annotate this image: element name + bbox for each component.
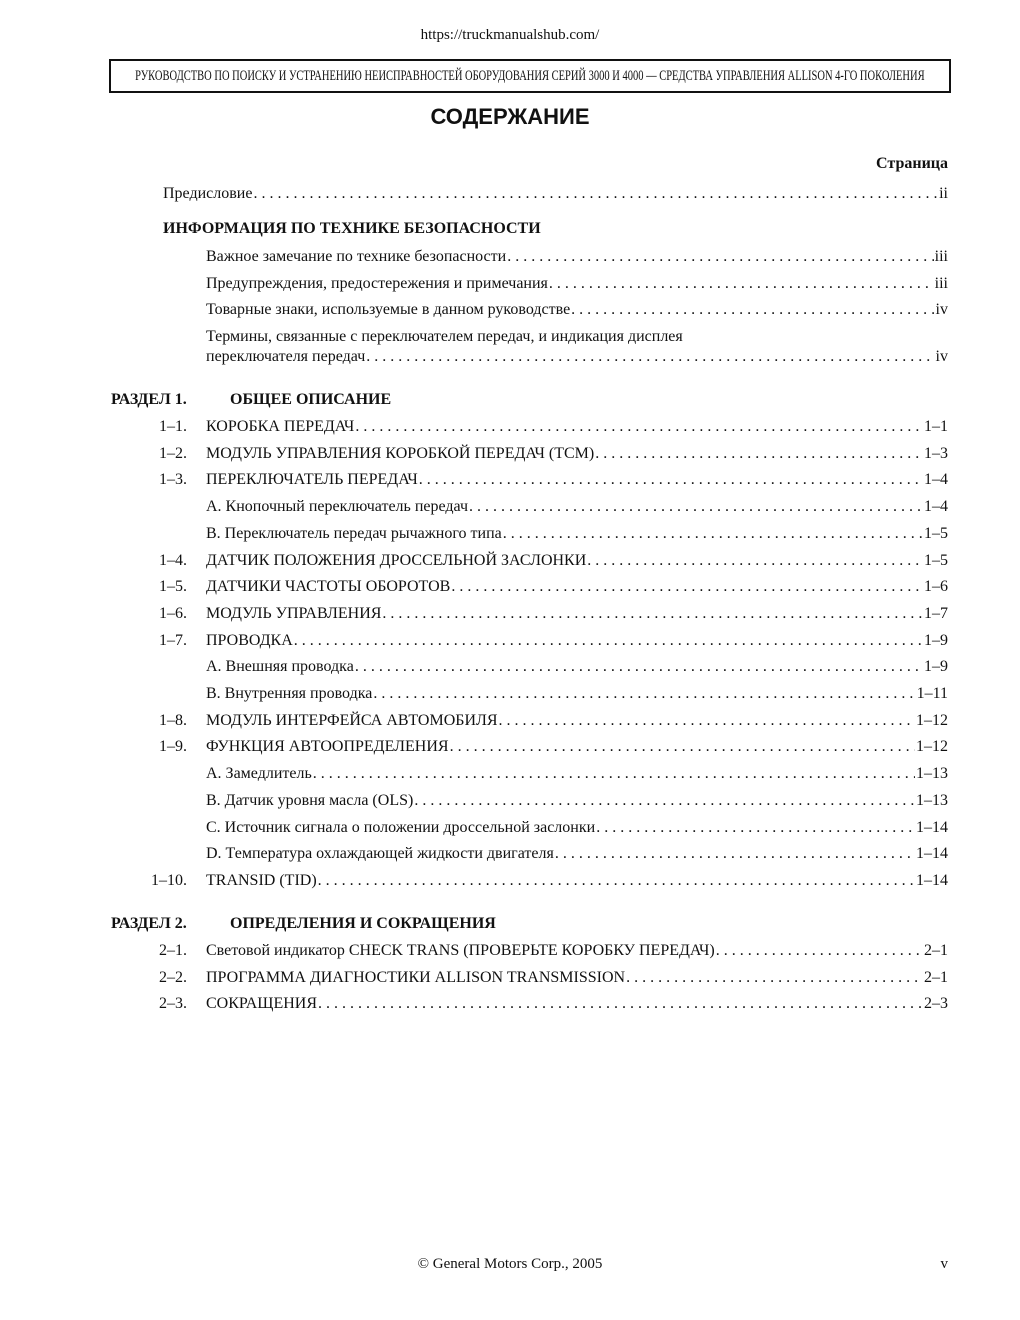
toc-entry-page: 2–3	[924, 995, 948, 1012]
dot-leader	[318, 994, 923, 1014]
toc-entry-label: МОДУЛЬ УПРАВЛЕНИЯ КОРОБКОЙ ПЕРЕДАЧ (TCM)	[206, 444, 595, 462]
toc-entry-page: 1–9	[924, 631, 948, 649]
toc-entry-number: 1–10.	[151, 871, 187, 889]
toc-entry-page: 1–11	[916, 685, 948, 702]
toc-entry-page: 1–5	[924, 524, 948, 542]
toc-entry-foreword[interactable]	[163, 184, 948, 204]
toc-entry[interactable]	[206, 711, 948, 731]
toc-entry-number: 1–3.	[159, 471, 187, 489]
dot-leader	[555, 844, 915, 864]
dot-leader	[716, 941, 923, 961]
toc-entry[interactable]	[206, 497, 948, 517]
toc-entry-number: 1–2.	[159, 444, 187, 462]
toc-entry-safety[interactable]	[206, 300, 948, 320]
toc-entry-page: 1–14	[916, 818, 948, 836]
toc-entry-label: ПРОГРАММА ДИАГНОСТИКИ ALLISON TRANSMISSION	[206, 968, 626, 986]
toc-entry-page: 1–13	[916, 791, 948, 809]
toc-entry-page: 1–7	[924, 604, 948, 622]
toc-entry[interactable]	[206, 994, 948, 1014]
toc-entry-number: 1–5.	[159, 578, 187, 596]
toc-entry-label: ДАТЧИКИ ЧАСТОТЫ ОБОРОТОВ	[206, 578, 451, 596]
dot-leader	[373, 684, 915, 704]
toc-entry-page: iv	[935, 301, 948, 318]
dot-leader	[469, 497, 923, 517]
toc-entry-label: Световой индикатор CHECK TRANS (ПРОВЕРЬТЕ КОРОБКУ ПЕРЕДАЧ)	[206, 942, 715, 959]
dot-leader	[313, 764, 915, 784]
dot-leader	[382, 604, 923, 624]
toc-entry-page: 2–1	[924, 942, 948, 959]
toc-entry-label: D. Температура охлаждающей жидкости двигателя	[206, 845, 554, 863]
toc-entry-number: 1–4.	[159, 551, 187, 569]
toc-entry[interactable]	[206, 684, 948, 704]
toc-entry-page: iv	[935, 348, 948, 365]
toc-entry-number: 1–8.	[159, 711, 187, 729]
toc-entry-page: 1–4	[924, 498, 948, 516]
toc-entry-page: 1–9	[924, 658, 948, 676]
toc-entry[interactable]	[206, 657, 948, 677]
dot-leader	[419, 470, 923, 490]
toc-entry-label: СОКРАЩЕНИЯ	[206, 995, 317, 1012]
dot-leader	[355, 657, 923, 677]
dot-leader	[595, 444, 923, 464]
toc-entry[interactable]	[206, 631, 948, 651]
toc-entry-label: A. Замедлитель	[206, 765, 312, 783]
page-number: v	[940, 1256, 948, 1272]
toc-entry-page: 1–12	[916, 711, 948, 729]
copyright: © General Motors Corp., 2005	[417, 1256, 603, 1272]
section2-title: ОПРЕДЕЛЕНИЯ И СОКРАЩЕНИЯ	[230, 915, 496, 932]
dot-leader	[507, 247, 933, 267]
dot-leader	[626, 968, 923, 988]
toc-entry-label: переключателя передач	[206, 348, 366, 365]
toc-entry-page: iii	[934, 248, 948, 265]
manual-title: РУКОВОДСТВО ПО ПОИСКУ И УСТРАНЕНИЮ НЕИСПРАВНОСТЕЙ ОБОРУДОВАНИЯ СЕРИЙ 3000 И 4000 — СРЕДСТВА УПРАВЛЕНИЯ ALLISON 4-ГО ПОКОЛЕНИЯ	[135, 67, 925, 84]
toc-entry[interactable]	[206, 417, 948, 437]
toc-entry-page: 2–1	[924, 968, 948, 986]
toc-entry-number: 1–1.	[159, 418, 187, 435]
toc-entry-page: iii	[934, 275, 948, 292]
toc-entry[interactable]	[206, 737, 948, 757]
toc-entry-page: 1–4	[924, 471, 948, 489]
toc-entry[interactable]	[206, 577, 948, 597]
toc-entry[interactable]	[206, 941, 948, 961]
toc-entry-label: TRANSID (TID)	[206, 871, 317, 889]
toc-entry-label: Важное замечание по технике безопасности	[206, 248, 507, 265]
toc-entry[interactable]	[206, 791, 948, 811]
toc-entry-page: 1–12	[916, 738, 948, 756]
toc-entry-page: 1–6	[924, 578, 948, 596]
toc-entry[interactable]	[206, 968, 948, 988]
toc-entry-label: B. Внутренняя проводка	[206, 685, 373, 702]
toc-entry-page: ii	[939, 185, 948, 202]
source-url: https://truckmanualshub.com/	[420, 27, 600, 43]
dot-leader	[571, 300, 934, 320]
dot-leader	[294, 631, 923, 651]
toc-entry-label: ПРОВОДКА	[206, 631, 293, 649]
toc-entry-label: B. Переключатель передач рычажного типа	[206, 524, 502, 542]
toc-entry-label: ПЕРЕКЛЮЧАТЕЛЬ ПЕРЕДАЧ	[206, 471, 418, 489]
toc-entry-label: Товарные знаки, используемые в данном руководстве	[206, 301, 571, 318]
toc-entry-safety[interactable]	[206, 247, 948, 267]
toc-entry[interactable]	[206, 818, 948, 838]
toc-entry-label-line1: Термины, связанные с переключателем передач, и индикация дисплея	[206, 328, 683, 345]
page-heading: СОДЕРЖАНИЕ	[430, 104, 590, 129]
toc-entry-label: ДАТЧИК ПОЛОЖЕНИЯ ДРОССЕЛЬНОЙ ЗАСЛОНКИ	[206, 551, 587, 569]
toc-entry-page: 1–1	[924, 418, 948, 435]
toc-entry-label: МОДУЛЬ ИНТЕРФЕЙСА АВТОМОБИЛЯ	[206, 711, 498, 729]
toc-entry-label: B. Датчик уровня масла (OLS)	[206, 791, 414, 809]
toc-entry-number: 1–7.	[159, 631, 187, 649]
toc-entry-label: Предупреждения, предостережения и примечания	[206, 275, 548, 292]
dot-leader	[355, 417, 923, 437]
dot-leader	[587, 551, 923, 571]
toc-entry[interactable]	[206, 844, 948, 864]
toc-entry-label: C. Источник сигнала о положении дроссельной заслонки	[206, 818, 596, 836]
toc-entry-number: 1–6.	[159, 604, 187, 622]
toc-entry[interactable]	[206, 444, 948, 464]
section1-number: РАЗДЕЛ 1.	[111, 391, 187, 408]
dot-leader	[499, 711, 915, 731]
dot-leader	[451, 577, 923, 597]
section2-number: РАЗДЕЛ 2.	[111, 915, 187, 932]
manual-title-box	[109, 59, 951, 93]
toc-entry-label: A. Кнопочный переключатель передач	[206, 498, 469, 516]
toc-entry-label: Предисловие	[163, 185, 253, 202]
toc-entry-number: 2–3.	[159, 995, 187, 1012]
section1-title: ОБЩЕЕ ОПИСАНИЕ	[230, 391, 392, 408]
toc-entry[interactable]	[206, 604, 948, 624]
toc-entry-page: 1–14	[916, 845, 948, 863]
safety-section-title: ИНФОРМАЦИЯ ПО ТЕХНИКЕ БЕЗОПАСНОСТИ	[163, 220, 541, 237]
toc-entry-page: 1–3	[924, 444, 948, 462]
toc-entry-label: ФУНКЦИЯ АВТООПРЕДЕЛЕНИЯ	[206, 738, 449, 756]
toc-entry-label: КОРОБКА ПЕРЕДАЧ	[206, 418, 355, 435]
toc-entry-number: 2–1.	[159, 942, 187, 959]
toc-entry-label: A. Внешняя проводка	[206, 658, 354, 676]
toc-entry-number: 1–9.	[159, 738, 187, 756]
dot-leader	[253, 184, 938, 204]
toc-entry-page: 1–14	[916, 871, 948, 889]
dot-leader	[596, 818, 915, 838]
dot-leader	[549, 274, 934, 294]
dot-leader	[414, 791, 915, 811]
toc-entry[interactable]	[206, 551, 948, 571]
dot-leader	[366, 347, 934, 367]
toc-entry-page: 1–5	[924, 551, 948, 569]
page-column-label: Страница	[876, 155, 948, 172]
toc-entry-safety[interactable]	[206, 347, 948, 367]
toc-entry[interactable]	[206, 764, 948, 784]
toc-entry[interactable]	[206, 470, 948, 490]
dot-leader	[450, 737, 915, 757]
toc-entry[interactable]	[206, 524, 948, 544]
toc-entry-safety[interactable]	[206, 274, 948, 294]
toc-entry-label: МОДУЛЬ УПРАВЛЕНИЯ	[206, 604, 382, 622]
toc-entry-number: 2–2.	[159, 968, 187, 986]
dot-leader	[503, 524, 923, 544]
toc-entry-page: 1–13	[916, 765, 948, 783]
toc-entry[interactable]	[206, 871, 948, 891]
dot-leader	[318, 871, 915, 891]
